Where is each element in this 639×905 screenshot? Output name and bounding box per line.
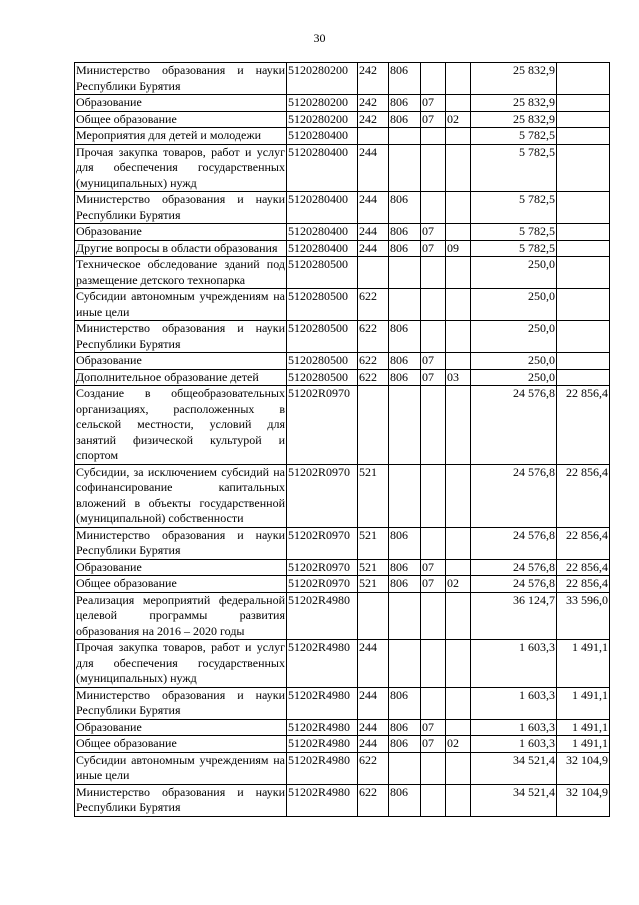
item-name-cell: Образование (75, 719, 287, 736)
subsection-cell (446, 353, 471, 370)
budget-table-body (75, 63, 610, 817)
target-article-cell: 5120280500 (287, 289, 358, 321)
target-article-cell: 51202R0970 (287, 527, 358, 559)
amount-year2-cell (557, 144, 610, 192)
target-article-cell: 5120280400 (287, 224, 358, 241)
amount-year2-cell: 32 104,9 (557, 784, 610, 816)
amount-year1-cell: 1 603,3 (471, 640, 557, 688)
item-name-cell: Прочая закупка товаров, работ и услуг для обеспечения государственных (муниципальных) нужд (76, 640, 285, 685)
subsection-cell: 02 (446, 736, 471, 753)
amount-year1-cell: 1 603,3 (471, 719, 557, 736)
subsection-cell (446, 63, 471, 95)
expense-type-cell: 622 (358, 321, 389, 353)
table-row (75, 687, 610, 719)
amount-year2-cell: 22 856,4 (557, 576, 610, 593)
section-cell: 07 (421, 353, 446, 370)
subsection-cell: 09 (446, 240, 471, 257)
amount-year2-cell: 22 856,4 (557, 527, 610, 559)
item-name-cell: Реализация мероприятий федеральной целевой программы развития образования на 2016 – 2020 годы (76, 592, 285, 638)
section-cell: 07 (421, 559, 446, 576)
section-cell: 07 (421, 369, 446, 386)
subsection-cell (446, 559, 471, 576)
item-name-cell: Субсидии автономным учреждениям на иные цели (76, 752, 285, 782)
amount-year2-cell: 22 856,4 (557, 559, 610, 576)
ministry-code-cell: 806 (389, 576, 421, 593)
target-article-cell: 51202R4980 (287, 719, 358, 736)
amount-year1-cell: 34 521,4 (471, 752, 557, 784)
ministry-code-cell (389, 144, 421, 192)
target-article-cell: 51202R0970 (287, 559, 358, 576)
subsection-cell (446, 192, 471, 224)
budget-table (74, 62, 610, 817)
amount-year2-cell (557, 257, 610, 289)
table-row (75, 736, 610, 753)
table-row (75, 784, 610, 816)
ministry-code-cell: 806 (389, 559, 421, 576)
page-number: 30 (313, 31, 326, 45)
amount-year2-cell: 1 491,1 (557, 687, 610, 719)
item-name-cell: Общее образование (75, 111, 287, 128)
amount-year2-cell (557, 240, 610, 257)
section-cell (421, 386, 446, 465)
table-row (75, 321, 610, 353)
table-row (75, 63, 610, 95)
section-cell (421, 257, 446, 289)
item-name-cell: Образование (75, 95, 287, 112)
amount-year1-cell: 25 832,9 (471, 95, 557, 112)
table-row (75, 111, 610, 128)
section-cell (421, 192, 446, 224)
amount-year1-cell: 250,0 (471, 289, 557, 321)
target-article-cell: 51202R4980 (287, 687, 358, 719)
subsection-cell (446, 289, 471, 321)
subsection-cell (446, 592, 471, 640)
ministry-code-cell: 806 (389, 784, 421, 816)
section-cell: 07 (421, 111, 446, 128)
amount-year1-cell: 25 832,9 (471, 111, 557, 128)
ministry-code-cell (389, 640, 421, 688)
ministry-code-cell (389, 289, 421, 321)
amount-year2-cell (557, 95, 610, 112)
table-row (75, 240, 610, 257)
target-article-cell: 5120280400 (287, 128, 358, 145)
amount-year1-cell: 250,0 (471, 353, 557, 370)
section-cell (421, 144, 446, 192)
table-row (75, 640, 610, 688)
ministry-code-cell (389, 128, 421, 145)
ministry-code-cell: 806 (389, 192, 421, 224)
item-name-cell: Министерство образования и науки Республики Бурятия (76, 192, 285, 222)
section-cell (421, 592, 446, 640)
subsection-cell: 03 (446, 369, 471, 386)
target-article-cell: 51202R4980 (287, 736, 358, 753)
table-row (75, 257, 610, 289)
amount-year2-cell (557, 192, 610, 224)
amount-year2-cell (557, 128, 610, 145)
expense-type-cell (358, 128, 389, 145)
target-article-cell: 51202R0970 (287, 464, 358, 527)
table-row (75, 289, 610, 321)
amount-year2-cell: 1 491,1 (557, 640, 610, 688)
item-name-cell: Министерство образования и науки Республики Бурятия (76, 687, 285, 717)
section-cell: 07 (421, 95, 446, 112)
section-cell (421, 321, 446, 353)
subsection-cell (446, 321, 471, 353)
expense-type-cell: 242 (358, 95, 389, 112)
section-cell: 07 (421, 240, 446, 257)
target-article-cell: 5120280500 (287, 257, 358, 289)
subsection-cell (446, 95, 471, 112)
ministry-code-cell: 806 (389, 527, 421, 559)
expense-type-cell (358, 386, 389, 465)
target-article-cell: 5120280400 (287, 192, 358, 224)
section-cell (421, 687, 446, 719)
amount-year1-cell: 24 576,8 (471, 386, 557, 465)
amount-year1-cell: 24 576,8 (471, 559, 557, 576)
item-name-cell: Общее образование (75, 576, 287, 593)
expense-type-cell: 242 (358, 63, 389, 95)
expense-type-cell: 244 (358, 687, 389, 719)
target-article-cell: 5120280200 (287, 63, 358, 95)
section-cell: 07 (421, 736, 446, 753)
ministry-code-cell: 806 (389, 369, 421, 386)
item-name-cell: Образование (75, 353, 287, 370)
subsection-cell (446, 752, 471, 784)
target-article-cell: 51202R4980 (287, 592, 358, 640)
ministry-code-cell (389, 257, 421, 289)
target-article-cell: 5120280400 (287, 144, 358, 192)
item-name-cell: Мероприятия для детей и молодежи (75, 128, 287, 145)
expense-type-cell: 244 (358, 224, 389, 241)
table-row (75, 353, 610, 370)
table-row (75, 386, 610, 465)
amount-year1-cell: 25 832,9 (471, 63, 557, 95)
ministry-code-cell: 806 (389, 687, 421, 719)
table-row (75, 527, 610, 559)
subsection-cell (446, 719, 471, 736)
table-row (75, 559, 610, 576)
table-row (75, 128, 610, 145)
item-name-cell: Министерство образования и науки Республики Бурятия (76, 63, 285, 93)
ministry-code-cell: 806 (389, 63, 421, 95)
table-row (75, 752, 610, 784)
target-article-cell: 51202R4980 (287, 784, 358, 816)
item-name-cell: Министерство образования и науки Республики Бурятия (76, 784, 285, 814)
expense-type-cell: 244 (358, 640, 389, 688)
subsection-cell (446, 386, 471, 465)
table-row (75, 576, 610, 593)
item-name-cell: Прочая закупка товаров, работ и услуг для обеспечения государственных (муниципальных) нужд (76, 144, 285, 190)
expense-type-cell (358, 592, 389, 640)
target-article-cell: 51202R4980 (287, 752, 358, 784)
target-article-cell: 5120280500 (287, 369, 358, 386)
amount-year1-cell: 24 576,8 (471, 464, 557, 527)
amount-year2-cell: 32 104,9 (557, 752, 610, 784)
ministry-code-cell (389, 386, 421, 465)
table-row (75, 224, 610, 241)
expense-type-cell: 244 (358, 736, 389, 753)
table-row (75, 369, 610, 386)
subsection-cell (446, 527, 471, 559)
item-name-cell: Дополнительное образование детей (75, 369, 287, 386)
section-cell (421, 128, 446, 145)
section-cell (421, 464, 446, 527)
ministry-code-cell: 806 (389, 719, 421, 736)
amount-year2-cell: 1 491,1 (557, 719, 610, 736)
amount-year1-cell: 5 782,5 (471, 128, 557, 145)
expense-type-cell: 521 (358, 464, 389, 527)
item-name-cell: Образование (75, 224, 287, 241)
table-row (75, 192, 610, 224)
expense-type-cell: 242 (358, 111, 389, 128)
amount-year2-cell (557, 369, 610, 386)
subsection-cell: 02 (446, 111, 471, 128)
item-name-cell: Министерство образования и науки Республики Бурятия (76, 527, 285, 557)
expense-type-cell: 521 (358, 576, 389, 593)
item-name-cell: Субсидии, за исключением субсидий на софинансирование капитальных вложений в объекты государственной (муниципальной) собственности (76, 464, 285, 525)
amount-year2-cell (557, 224, 610, 241)
target-article-cell: 51202R4980 (287, 640, 358, 688)
amount-year1-cell: 5 782,5 (471, 224, 557, 241)
amount-year2-cell (557, 111, 610, 128)
table-row (75, 719, 610, 736)
amount-year1-cell: 1 603,3 (471, 736, 557, 753)
amount-year1-cell: 250,0 (471, 257, 557, 289)
target-article-cell: 5120280500 (287, 321, 358, 353)
section-cell (421, 527, 446, 559)
expense-type-cell: 622 (358, 289, 389, 321)
expense-type-cell: 244 (358, 144, 389, 192)
subsection-cell (446, 464, 471, 527)
ministry-code-cell (389, 592, 421, 640)
target-article-cell: 5120280500 (287, 353, 358, 370)
subsection-cell (446, 224, 471, 241)
table-row (75, 144, 610, 192)
expense-type-cell: 244 (358, 719, 389, 736)
item-name-cell: Создание в общеобразовательных организациях, расположенных в сельской местности, условий для занятий физической культурой и спортом (76, 386, 285, 462)
subsection-cell (446, 687, 471, 719)
item-name-cell: Техническое обследование зданий под размещение детского технопарка (76, 257, 285, 287)
amount-year1-cell: 24 576,8 (471, 576, 557, 593)
section-cell (421, 640, 446, 688)
target-article-cell: 51202R0970 (287, 576, 358, 593)
target-article-cell: 5120280400 (287, 240, 358, 257)
ministry-code-cell: 806 (389, 95, 421, 112)
amount-year2-cell (557, 353, 610, 370)
amount-year1-cell: 250,0 (471, 369, 557, 386)
section-cell: 07 (421, 719, 446, 736)
amount-year2-cell (557, 289, 610, 321)
target-article-cell: 5120280200 (287, 111, 358, 128)
item-name-cell: Министерство образования и науки Республики Бурятия (76, 321, 285, 351)
expense-type-cell: 622 (358, 369, 389, 386)
ministry-code-cell: 806 (389, 321, 421, 353)
section-cell (421, 752, 446, 784)
ministry-code-cell (389, 464, 421, 527)
amount-year1-cell: 36 124,7 (471, 592, 557, 640)
table-row (75, 592, 610, 640)
subsection-cell (446, 257, 471, 289)
ministry-code-cell: 806 (389, 353, 421, 370)
section-cell: 07 (421, 224, 446, 241)
amount-year1-cell: 34 521,4 (471, 784, 557, 816)
section-cell (421, 784, 446, 816)
subsection-cell (446, 784, 471, 816)
amount-year1-cell: 5 782,5 (471, 240, 557, 257)
item-name-cell: Образование (75, 559, 287, 576)
expense-type-cell: 622 (358, 784, 389, 816)
amount-year2-cell (557, 321, 610, 353)
target-article-cell: 51202R0970 (287, 386, 358, 465)
expense-type-cell: 521 (358, 527, 389, 559)
amount-year2-cell (557, 63, 610, 95)
amount-year2-cell: 22 856,4 (557, 464, 610, 527)
amount-year2-cell: 33 596,0 (557, 592, 610, 640)
section-cell: 07 (421, 576, 446, 593)
amount-year1-cell: 24 576,8 (471, 527, 557, 559)
target-article-cell: 5120280200 (287, 95, 358, 112)
item-name-cell: Субсидии автономным учреждениям на иные цели (76, 289, 285, 319)
section-cell (421, 63, 446, 95)
ministry-code-cell (389, 752, 421, 784)
amount-year1-cell: 1 603,3 (471, 687, 557, 719)
expense-type-cell: 622 (358, 353, 389, 370)
amount-year2-cell: 22 856,4 (557, 386, 610, 465)
expense-type-cell: 622 (358, 752, 389, 784)
amount-year1-cell: 5 782,5 (471, 144, 557, 192)
subsection-cell (446, 128, 471, 145)
amount-year1-cell: 250,0 (471, 321, 557, 353)
amount-year2-cell: 1 491,1 (557, 736, 610, 753)
table-row (75, 95, 610, 112)
expense-type-cell: 521 (358, 559, 389, 576)
ministry-code-cell: 806 (389, 224, 421, 241)
subsection-cell (446, 144, 471, 192)
subsection-cell: 02 (446, 576, 471, 593)
expense-type-cell: 244 (358, 240, 389, 257)
item-name-cell: Общее образование (75, 736, 287, 753)
item-name-cell: Другие вопросы в области образования (75, 240, 287, 257)
ministry-code-cell: 806 (389, 736, 421, 753)
table-row (75, 464, 610, 527)
amount-year1-cell: 5 782,5 (471, 192, 557, 224)
expense-type-cell: 244 (358, 192, 389, 224)
section-cell (421, 289, 446, 321)
ministry-code-cell: 806 (389, 111, 421, 128)
expense-type-cell (358, 257, 389, 289)
ministry-code-cell: 806 (389, 240, 421, 257)
subsection-cell (446, 640, 471, 688)
